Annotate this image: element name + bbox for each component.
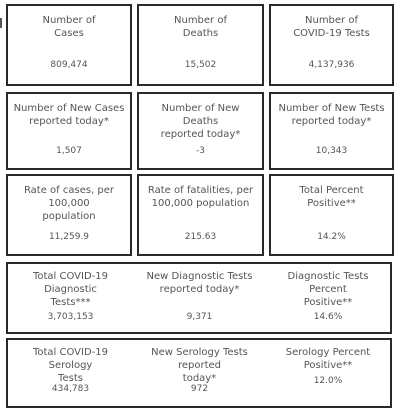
new-deaths-card bbox=[137, 92, 264, 170]
diagnostic-total-value: 3,703,153 bbox=[47, 312, 94, 322]
diagnostic-total-label: Total COVID-19 Diagnostic Tests*** bbox=[32, 271, 109, 308]
case-rate-value: 11,259.9 bbox=[48, 232, 90, 242]
left-edge-marker bbox=[0, 18, 2, 28]
cases-card bbox=[6, 4, 132, 86]
serology-new-value: 972 bbox=[190, 384, 209, 394]
diagnostic-percent-card bbox=[264, 262, 392, 334]
new-cases-value: 1,507 bbox=[56, 146, 82, 156]
diagnostic-new-card bbox=[135, 262, 264, 334]
serology-percent-card bbox=[264, 338, 392, 400]
case-rate-card bbox=[6, 174, 132, 256]
deaths-value: 15,502 bbox=[184, 60, 217, 70]
percent-positive-label: Total Percent Positive** bbox=[299, 185, 364, 209]
percent-positive-value: 14.2% bbox=[317, 232, 346, 242]
new-tests-card bbox=[269, 92, 394, 170]
tests-value: 4,137,936 bbox=[308, 60, 355, 70]
fatality-rate-value: 215.63 bbox=[184, 232, 217, 242]
new-tests-label: Number of New Tests reported today* bbox=[278, 103, 385, 127]
serology-percent-value: 12.0% bbox=[313, 376, 343, 386]
diagnostic-percent-value: 14.6% bbox=[313, 312, 343, 322]
fatality-rate-label: Rate of fatalities, per 100,000 population bbox=[147, 185, 254, 209]
fatality-rate-card bbox=[137, 174, 264, 256]
serology-percent-label: Serology Percent Positive** bbox=[285, 347, 371, 371]
serology-total-label: Total COVID-19 Serology Tests bbox=[32, 347, 109, 384]
serology-new-label: New Serology Tests reported today* bbox=[151, 347, 248, 384]
deaths-card bbox=[137, 4, 264, 86]
new-deaths-label: Number of New Deaths reported today* bbox=[160, 103, 241, 140]
cases-label: Number of Cases bbox=[42, 15, 96, 39]
deaths-label: Number of Deaths bbox=[174, 15, 227, 39]
diagnostic-new-value: 9,371 bbox=[186, 312, 213, 322]
serology-total-value: 434,783 bbox=[51, 384, 90, 394]
case-rate-label: Rate of cases, per 100,000 population bbox=[23, 185, 115, 222]
new-cases-label: Number of New Cases reported today* bbox=[13, 103, 125, 127]
new-deaths-value: -3 bbox=[196, 146, 205, 156]
diagnostic-percent-label: Diagnostic Tests Percent Positive** bbox=[287, 271, 369, 308]
new-tests-value: 10,343 bbox=[315, 146, 348, 156]
new-cases-card bbox=[6, 92, 132, 170]
tests-label: Number of COVID-19 Tests bbox=[293, 15, 370, 39]
serology-total-card bbox=[6, 338, 135, 400]
tests-card bbox=[269, 4, 394, 86]
diagnostic-total-card bbox=[6, 262, 135, 334]
percent-positive-card bbox=[269, 174, 394, 256]
diagnostic-new-label: New Diagnostic Tests reported today* bbox=[146, 271, 253, 295]
serology-new-card bbox=[135, 338, 264, 400]
cases-value: 809,474 bbox=[50, 60, 88, 70]
